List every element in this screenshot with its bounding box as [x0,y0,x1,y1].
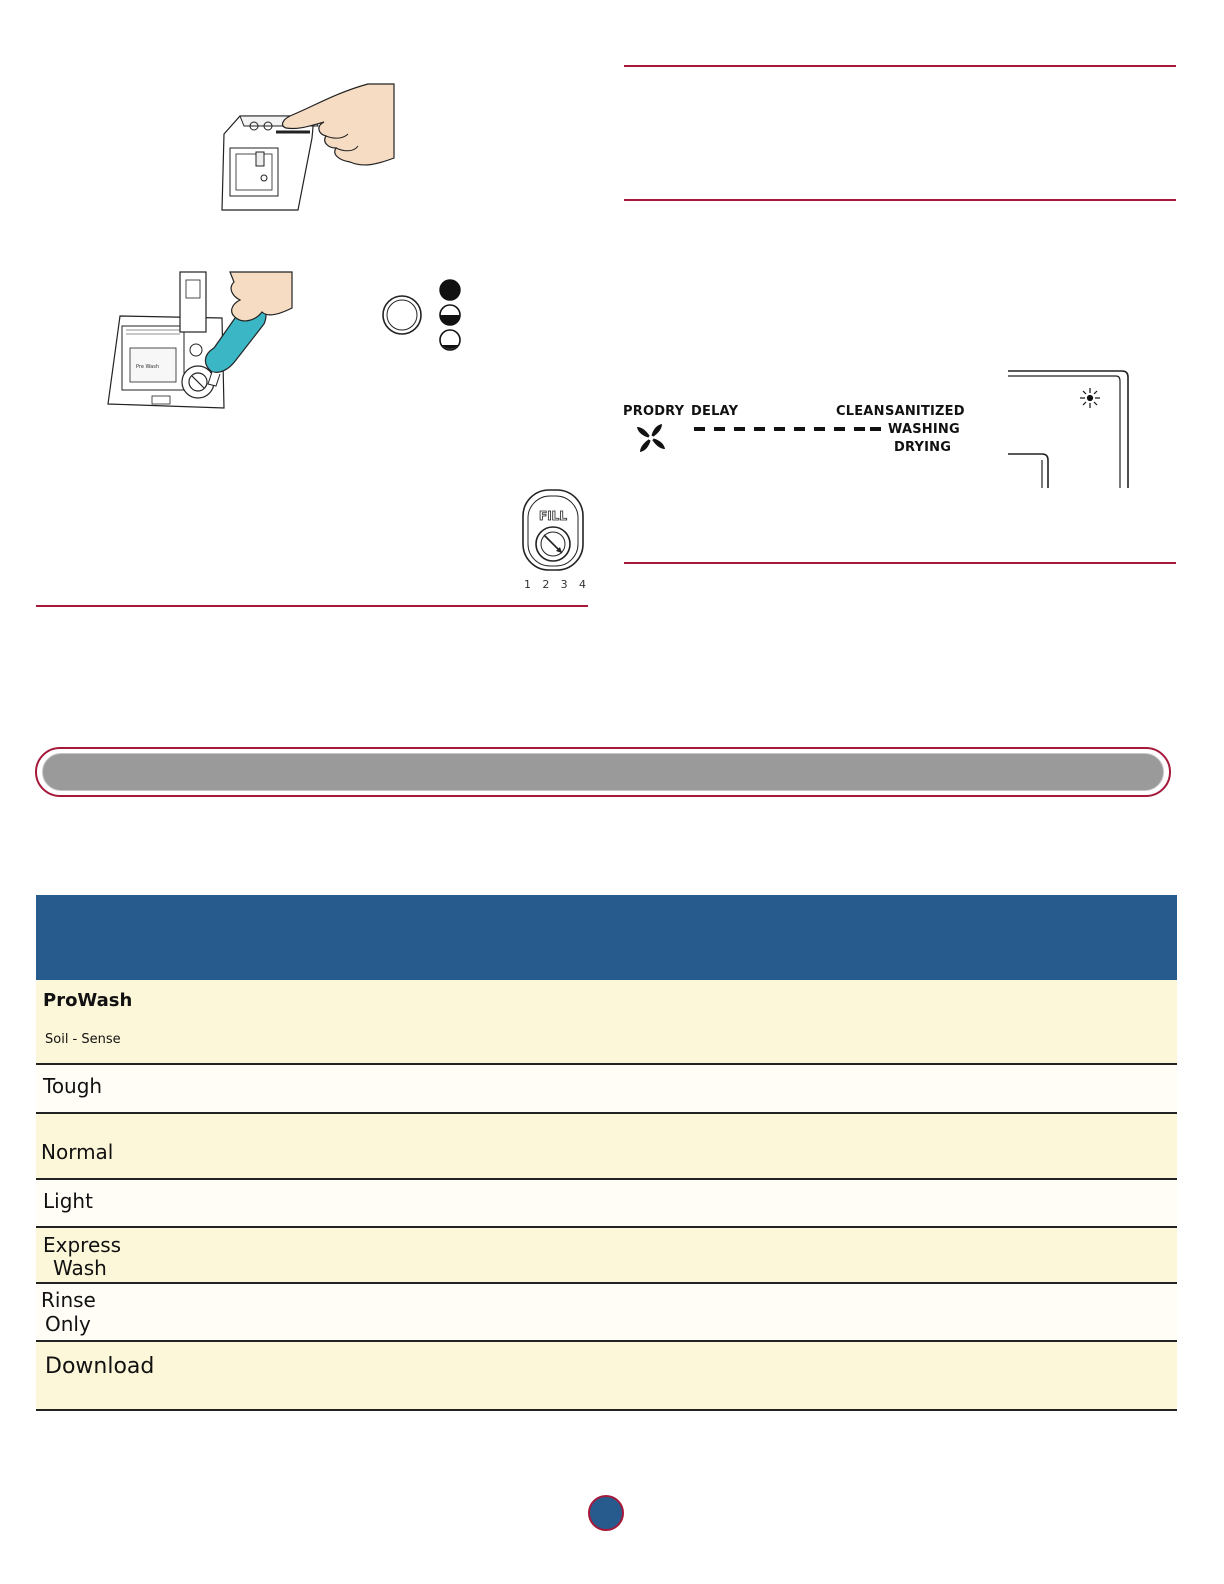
fill-scale [524,578,586,591]
progress-dash [814,427,825,431]
clean-label: CLEAN [836,404,885,419]
progress-dash [794,427,805,431]
delay-label: DELAY [691,404,739,419]
cycle-name: Normal [41,1140,114,1164]
progress-dash [774,427,785,431]
progress-dash [734,427,745,431]
washing-label: WASHING [888,422,960,437]
right-rule-3 [624,562,1176,564]
fill-scale-3: 3 [560,578,568,591]
cycle-name: ProWash [43,990,133,1011]
cycle-name: Download [45,1354,155,1379]
progress-dash [714,427,725,431]
page-number-badge [588,1495,624,1531]
svg-text:Pre Wash: Pre Wash [136,364,160,370]
cycle-name: Rinse [41,1288,96,1312]
table-row [36,1342,1177,1411]
rinse-aid-fill-illustration [104,268,296,416]
rinse-aid-indicator-illustration [380,277,468,355]
cycle-name-line2: Only [45,1312,91,1336]
cycle-name: Tough [43,1074,103,1098]
prodry-label: PRODRY [623,404,685,419]
light-sparkle-icon [1080,388,1100,408]
prodry-fan-icon [634,421,668,455]
progress-dash [834,427,845,431]
table-row [36,1180,1177,1228]
drying-label: DRYING [894,440,952,455]
svg-text:FILL: FILL [539,509,567,523]
door-corner-illustration [1006,368,1132,490]
sanitized-label: SANITIZED [885,404,965,419]
cycle-name: Light [43,1189,93,1213]
table-row [36,980,1177,1065]
fill-scale-4: 4 [578,578,586,591]
table-row [36,1284,1177,1342]
fill-scale-2: 2 [542,578,550,591]
cycle-name-line2: Wash [53,1256,107,1280]
section-banner [35,747,1171,797]
table-row [36,1065,1177,1114]
right-rule-1 [624,65,1176,67]
table-row [36,1114,1177,1180]
section-banner-fill [42,753,1164,791]
left-section-rule [36,605,588,607]
progress-dash [754,427,765,431]
progress-dash [870,427,881,431]
cycle-table-header [36,895,1177,980]
progress-dash [854,427,865,431]
table-row [36,1228,1177,1284]
right-rule-2 [624,199,1176,201]
cycle-subtitle: Soil - Sense [45,1032,121,1047]
cycle-name: Express [43,1233,122,1257]
progress-dash [694,427,705,431]
fill-scale-1: 1 [524,578,531,591]
dispenser-press-illustration [218,82,400,212]
